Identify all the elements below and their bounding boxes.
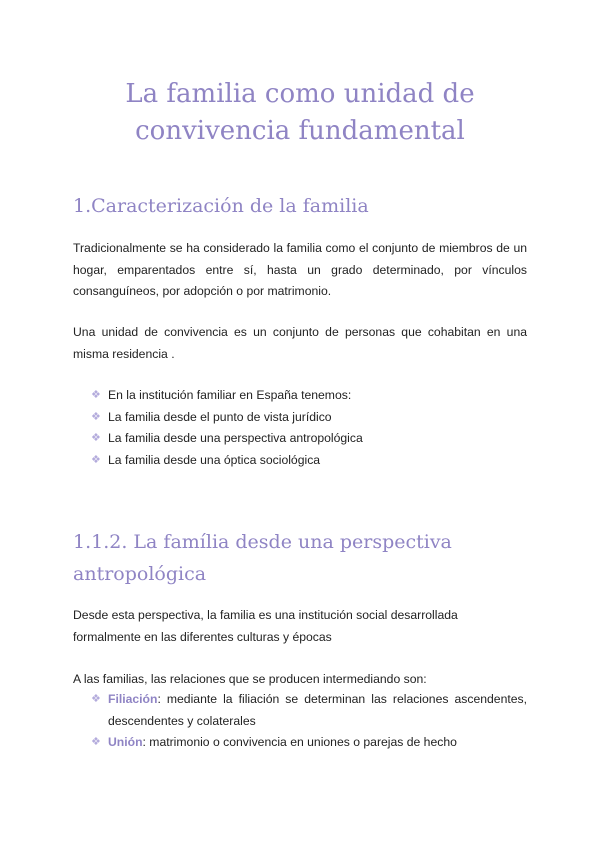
paragraph-family-definition: Tradicionalmente se ha considerado la familia como el conjunto de miembros de un hogar, emparentados entre sí, hasta un grado determinado, por vínculos consanguíneos, por adopción o por matrimonio. — [73, 241, 527, 298]
list-item: ❖ Unión: matrimonio o convivencia en uniones o parejas de hecho — [91, 732, 527, 754]
diamond-bullet-icon: ❖ — [91, 389, 101, 401]
list-item: ❖ La familia desde una óptica sociológica — [91, 450, 521, 472]
list-item: ❖ La familia desde una perspectiva antropológica — [91, 428, 521, 450]
section-2-heading-line-1: 1.1.2. La família desde una perspectiva — [73, 531, 452, 553]
diamond-bullet-icon: ❖ — [91, 453, 101, 466]
paragraph-cohabitation-unit: Una unidad de convivencia es un conjunto de personas que cohabitan en una misma residencia . — [73, 325, 527, 361]
section-2-heading-line-2: antropológica — [73, 563, 207, 585]
diamond-bullet-icon: ❖ — [91, 410, 101, 423]
title-line-1: La familia como unidad de — [125, 79, 475, 109]
section-1-heading: 1.Caracterización de la familia — [73, 195, 369, 217]
paragraph-family-relations-intro: A las familias, las relaciones que se producen intermediando son: — [73, 672, 427, 686]
family-perspectives-list — [91, 385, 521, 471]
family-relations-list — [91, 689, 527, 754]
paragraph-anthropological-perspective: Desde esta perspectiva, la familia es una institución social desarrollada formalmente en las diferentes culturas y épocas — [73, 608, 458, 644]
diamond-bullet-icon: ❖ — [91, 693, 101, 705]
diamond-bullet-icon: ❖ — [91, 432, 101, 444]
diamond-bullet-icon: ❖ — [91, 736, 101, 748]
term-union: Unión — [108, 735, 143, 749]
document-title — [0, 76, 600, 150]
term-filiacion: Filiación — [108, 692, 158, 706]
list-item: ❖ En la institución familiar en España tenemos: — [91, 385, 521, 407]
list-item: ❖ Filiación: mediante la filiación se determinan las relaciones ascendentes, descendentes y colaterales — [91, 689, 527, 732]
title-line-2: convivencia fundamental — [135, 116, 465, 146]
list-item: ❖ La familia desde el punto de vista jurídico — [91, 407, 521, 429]
section-2-heading — [73, 526, 453, 590]
